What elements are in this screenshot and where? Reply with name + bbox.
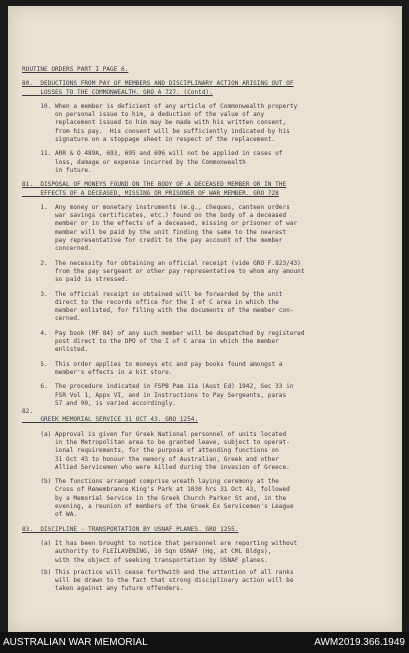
institution-label: AUSTRALIAN WAR MEMORIAL: [3, 637, 148, 648]
text-line: war savings certificates, etc.) found on the body of a deceased: [22, 212, 287, 220]
text-line: post direct to the DPO of the I of C area in which the member: [22, 338, 279, 346]
text-line: will be drawn to the fact that strong disciplinary action will be: [22, 577, 294, 585]
text-line: by a Memorial Service in the Greek Church Parker St and, in the: [22, 494, 287, 502]
text-line: from the pay sergeant or other pay representative to whom any amount: [22, 267, 305, 275]
document-page: [8, 6, 402, 632]
text-line: replacement issued to him may be made with his written consent,: [22, 119, 287, 127]
text-line: 5. This order applies to moneys etc and pay books found amongst a: [22, 360, 283, 368]
text-line: member's effects in a kit store.: [22, 368, 173, 376]
text-line: taken against any future offenders.: [22, 585, 184, 593]
section-heading: LOSSES TO THE COMMONWEALTH. GRO A 727. (Contd).: [22, 88, 213, 96]
text-line: pay representative for credit to the pay account of the member: [22, 237, 283, 245]
section-heading: GREEK MEMORIAL SERVICE 31 OCT 43. GRO 1254.: [22, 416, 199, 424]
footer-bar: [0, 632, 409, 653]
document-lines: [22, 80, 392, 593]
text-line: from his pay. His consent will be sufficiently indicated by his: [22, 127, 290, 135]
page-header: ROUTINE ORDERS PART I PAGE 6.: [22, 66, 129, 73]
text-line: concerned.: [22, 245, 92, 253]
text-line: authority to FLEILAVENING, 10 Sqn USNAF (Hq, at CML Bldgs),: [22, 548, 272, 556]
text-line: in future.: [22, 166, 92, 174]
text-line: (b) The functions arranged comprise wreath laying ceremony at the: [22, 478, 279, 486]
text-line: evening, a reunion of members of the Greek Ex Servicemen's League: [22, 503, 294, 511]
text-line: 10. When a member is deficient of any article of Commonwealth property: [22, 102, 298, 110]
text-line: enlisted.: [22, 346, 89, 354]
text-line: member enlisted, for filing with the documents of the member con-: [22, 307, 294, 315]
text-line: 2. The necessity for obtaining an official receipt (vide GRO F.823/43): [22, 259, 301, 267]
section-heading: 80. DEDUCTIONS FROM PAY OF MEMBERS AND DISCIPLINARY ACTION ARISING OUT OF: [22, 80, 294, 88]
text-line: cerned.: [22, 315, 81, 323]
text-line: in the Metropolitan area to be granted leave, subject to operat-: [22, 438, 290, 446]
text-line: on personal issue to him, a deduction of the value of any: [22, 111, 265, 119]
text-line: loss, damage or expense incurred by the Commonwealth: [22, 158, 246, 166]
section-heading: 81. DISPOSAL OF MONEYS FOUND ON THE BODY OF A DECEASED MEMBER OR IN THE: [22, 181, 287, 189]
text-line: (a) Approval is given for Greek National personnel of units located: [22, 430, 287, 438]
text-line: 82.: [22, 408, 34, 416]
text-line: FSR Vol 1, Appx VI, and in Instructions to Pay Sergeants, paras: [22, 391, 287, 399]
text-line: member or in the effects of a deceased, missing or prisoner of war: [22, 220, 298, 228]
text-line: of WA.: [22, 511, 78, 519]
text-line: direct to the records office for the I of C area in which the: [22, 298, 279, 306]
text-line: (a) It has been brought to notice that personnel are reporting without: [22, 539, 298, 547]
text-line: 3. The official receipt so obtained will be forwarded by the unit: [22, 290, 283, 298]
text-line: with the object of seeking transportation by USNAF planes.: [22, 556, 268, 564]
text-line: 1. Any money or monetary instruments (e.g., cheques, canteen orders: [22, 203, 290, 211]
text-line: member will be paid by the unit finding the same to the nearest: [22, 228, 287, 236]
text-line: signature on a stoppage sheet in respect of the replacement.: [22, 136, 276, 144]
section-heading: 83. DISCIPLINE - TRANSPORTATION BY USNAF PLANES. GRO 1255.: [22, 525, 239, 533]
text-line: Allied Servicemen who were killed during the invasion of Greece.: [22, 463, 290, 471]
section-heading: EFFECTS OF A DECEASED, MISSING OR PRISONER OF WAR MEMBER. GRO 728: [22, 189, 279, 197]
document-body: [22, 66, 392, 594]
text-line: 6. The procedure indicated in FSPB Pam 11a (Aust Ed) 1942, Sec 33 in: [22, 383, 294, 391]
text-line: 11. ARR & O 489A, 693, 695 and 696 will not be applied in cases of: [22, 150, 283, 158]
text-line: 57 and 90, is varied accordingly.: [22, 399, 177, 407]
text-line: Cross of Remembrance King's Park at 1030 hrs 31 Oct 43, followed: [22, 486, 290, 494]
text-line: 4. Pay book (MF 84) of any such member will be despatched by registered: [22, 329, 305, 337]
text-line: 31 Oct 43 to honour the memory of Australian, Greek and other: [22, 455, 279, 463]
text-line: ional requirements, for the purpose of attending functions on: [22, 447, 279, 455]
text-line: so paid is stressed.: [22, 276, 129, 284]
accession-number: AWM2019.366.1949: [314, 637, 405, 648]
text-line: (b) This practice will cease forthwith and the attention of all ranks: [22, 568, 294, 576]
